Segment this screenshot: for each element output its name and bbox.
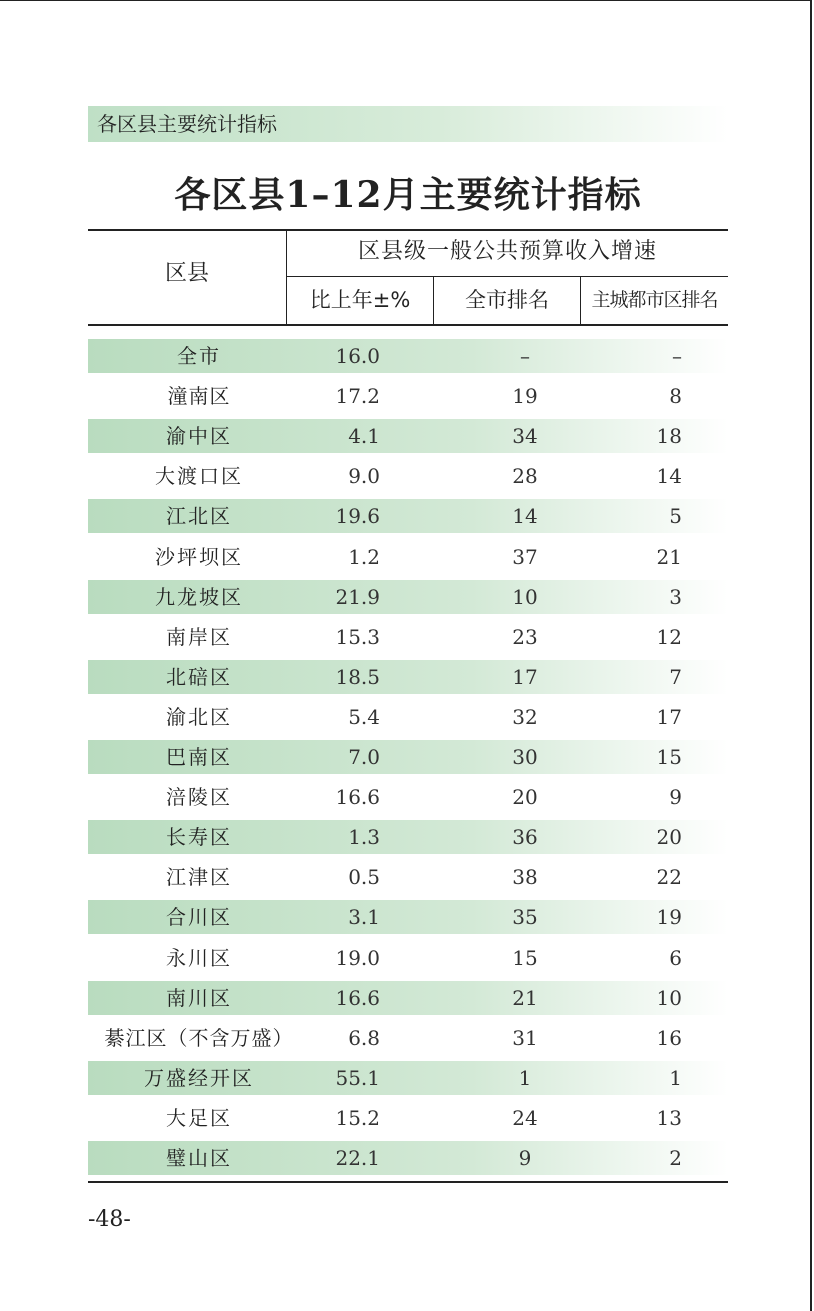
district-name-cell: 南川区 [166, 986, 232, 1010]
city-rank-cell: 35 [512, 905, 538, 929]
yoy-pct-cell: 17.2 [335, 384, 380, 408]
table-row [88, 1141, 728, 1175]
yoy-pct-cell: 4.1 [348, 424, 380, 448]
district-name-cell: 大足区 [166, 1106, 232, 1130]
yoy-pct-cell: 1.2 [348, 545, 380, 569]
table-row [88, 1101, 728, 1135]
yoy-pct-cell: 15.2 [335, 1106, 380, 1130]
header-group-rule [287, 276, 728, 277]
district-name-cell: 潼南区 [167, 384, 231, 408]
district-name-cell: 沙坪坝区 [155, 545, 243, 569]
table-row [88, 499, 728, 533]
city-rank-cell: 31 [512, 1026, 538, 1050]
yoy-pct-cell: 18.5 [335, 665, 380, 689]
main-urban-rank-cell: 2 [669, 1146, 682, 1170]
city-rank-cell: 30 [512, 745, 538, 769]
district-name-cell: 綦江区（不含万盛） [104, 1026, 294, 1050]
yoy-pct-cell: 16.0 [335, 344, 380, 368]
header-yoy-pct: 比上年±% [309, 288, 411, 312]
main-urban-rank-cell: – [672, 344, 682, 368]
city-rank-cell: 28 [512, 464, 538, 488]
city-rank-cell: 14 [512, 504, 538, 528]
district-name-cell: 长寿区 [166, 825, 232, 849]
yoy-pct-cell: 55.1 [335, 1066, 380, 1090]
table-row [88, 860, 728, 894]
city-rank-cell: 38 [512, 865, 538, 889]
district-name-cell: 渝北区 [166, 705, 232, 729]
yoy-pct-cell: 7.0 [348, 745, 380, 769]
table-row [88, 1061, 728, 1095]
district-name-cell: 南岸区 [166, 625, 232, 649]
city-rank-cell: 21 [512, 986, 538, 1010]
main-urban-rank-cell: 3 [669, 585, 682, 609]
main-urban-rank-cell: 13 [656, 1106, 682, 1130]
table-row [88, 900, 728, 934]
main-urban-rank-cell: 7 [669, 665, 682, 689]
yoy-pct-cell: 19.0 [335, 946, 380, 970]
main-urban-rank-cell: 16 [656, 1026, 682, 1050]
table-row [88, 981, 728, 1015]
table-row [88, 540, 728, 574]
section-label: 各区县主要统计指标 [97, 112, 277, 136]
district-name-cell: 永川区 [166, 946, 232, 970]
district-name-cell: 大渡口区 [155, 464, 243, 488]
district-name-cell: 江津区 [166, 865, 232, 889]
header-district: 区县 [164, 261, 209, 286]
district-name-cell: 巴南区 [166, 745, 232, 769]
table-row [88, 379, 728, 413]
yoy-pct-cell: 0.5 [348, 865, 380, 889]
table-row [88, 419, 728, 453]
city-rank-cell: 36 [512, 825, 538, 849]
header-bottom-rule [88, 324, 728, 326]
city-rank-cell: – [520, 344, 530, 368]
main-urban-rank-cell: 12 [656, 625, 682, 649]
table-row [88, 1021, 728, 1055]
yoy-pct-cell: 16.6 [335, 986, 380, 1010]
table-row [88, 620, 728, 654]
header-revenue-growth: 区县级一般公共预算收入增速 [357, 239, 657, 264]
city-rank-cell: 9 [518, 1146, 532, 1170]
page-number: -48- [88, 1207, 131, 1232]
table-row [88, 941, 728, 975]
table-row [88, 580, 728, 614]
main-urban-rank-cell: 22 [656, 865, 682, 889]
district-name-cell: 璧山区 [166, 1146, 232, 1170]
page-right-border [810, 0, 812, 1311]
district-name-cell: 九龙坡区 [155, 585, 243, 609]
table-row [88, 339, 728, 373]
city-rank-cell: 23 [512, 625, 538, 649]
city-rank-cell: 24 [512, 1106, 538, 1130]
yoy-pct-cell: 6.8 [348, 1026, 380, 1050]
yoy-pct-cell: 21.9 [335, 585, 380, 609]
main-urban-rank-cell: 8 [669, 384, 682, 408]
main-urban-rank-cell: 14 [656, 464, 682, 488]
district-name-cell: 全市 [177, 344, 221, 368]
table-row [88, 780, 728, 814]
table-bottom-rule [88, 1181, 728, 1183]
table-top-rule [88, 229, 728, 231]
table-row [88, 740, 728, 774]
table-row [88, 459, 728, 493]
yoy-pct-cell: 1.3 [348, 825, 380, 849]
main-urban-rank-cell: 18 [656, 424, 682, 448]
district-name-cell: 万盛经开区 [144, 1066, 254, 1090]
main-urban-rank-cell: 6 [669, 946, 682, 970]
city-rank-cell: 10 [512, 585, 538, 609]
table-row [88, 660, 728, 694]
table-row [88, 700, 728, 734]
district-name-cell: 合川区 [166, 905, 232, 929]
yoy-pct-cell: 3.1 [348, 905, 380, 929]
table-title: 各区县1–12月主要统计指标 [174, 174, 642, 216]
yoy-pct-cell: 22.1 [335, 1146, 380, 1170]
city-rank-cell: 34 [512, 424, 538, 448]
yoy-pct-cell: 19.6 [335, 504, 380, 528]
main-urban-rank-cell: 20 [656, 825, 682, 849]
yoy-pct-cell: 5.4 [348, 705, 380, 729]
main-urban-rank-cell: 9 [669, 785, 682, 809]
district-name-cell: 涪陵区 [166, 785, 232, 809]
district-name-cell: 江北区 [166, 504, 232, 528]
city-rank-cell: 17 [512, 665, 538, 689]
main-urban-rank-cell: 19 [656, 905, 682, 929]
district-name-cell: 渝中区 [166, 424, 232, 448]
main-urban-rank-cell: 5 [669, 504, 682, 528]
header-main-urban-rank: 主城都市区排名 [591, 289, 718, 311]
yoy-pct-cell: 9.0 [348, 464, 380, 488]
main-urban-rank-cell: 21 [656, 545, 682, 569]
district-name-cell: 北碚区 [166, 665, 232, 689]
main-urban-rank-cell: 1 [669, 1066, 682, 1090]
city-rank-cell: 19 [512, 384, 538, 408]
main-urban-rank-cell: 10 [656, 986, 682, 1010]
main-urban-rank-cell: 15 [656, 745, 682, 769]
city-rank-cell: 15 [512, 946, 538, 970]
page-top-border [0, 0, 812, 1]
header-city-rank: 全市排名 [465, 288, 549, 312]
yoy-pct-cell: 16.6 [335, 785, 380, 809]
city-rank-cell: 32 [512, 705, 538, 729]
city-rank-cell: 1 [518, 1066, 532, 1090]
city-rank-cell: 20 [512, 785, 538, 809]
city-rank-cell: 37 [512, 545, 538, 569]
main-urban-rank-cell: 17 [656, 705, 682, 729]
yoy-pct-cell: 15.3 [335, 625, 380, 649]
table-row [88, 820, 728, 854]
